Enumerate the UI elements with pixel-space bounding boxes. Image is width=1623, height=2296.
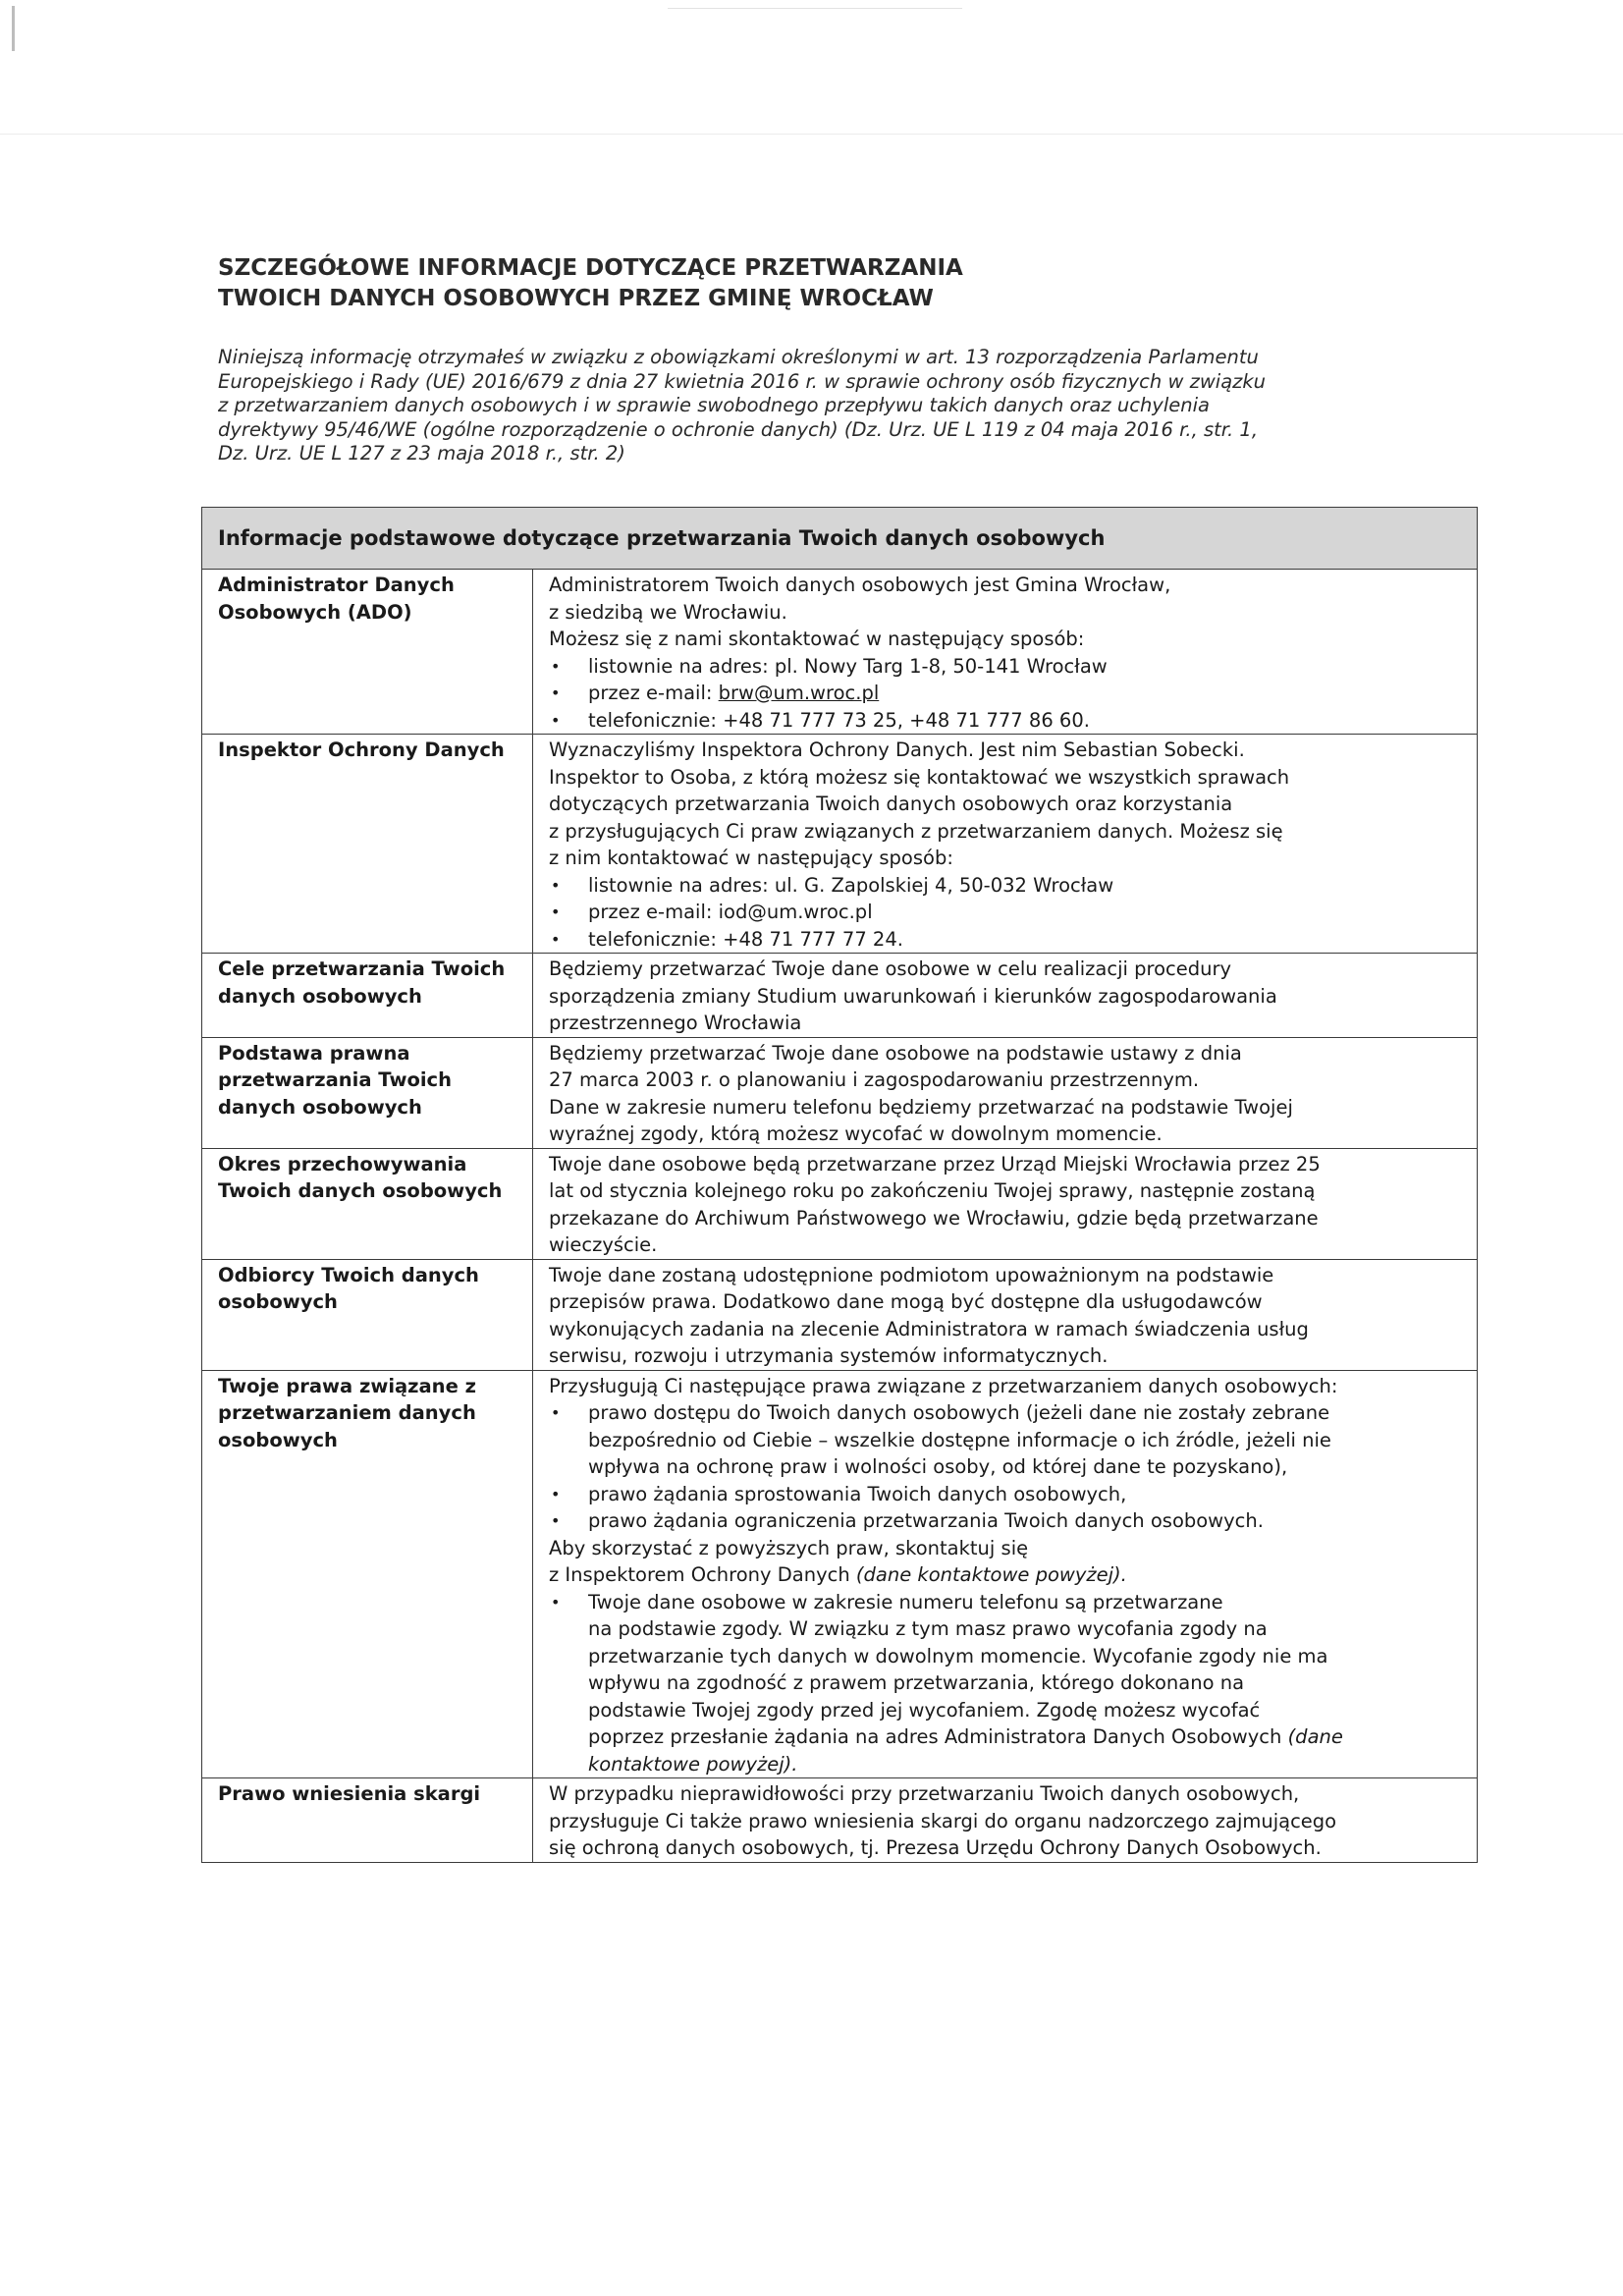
list-item (549, 1399, 1471, 1481)
row-label-okres: Okres przechowywania Twoich danych osobowych (202, 1148, 533, 1259)
row-label-ado: Administrator Danych Osobowych (ADO) (202, 570, 533, 735)
row-content-podstawa (533, 1037, 1478, 1148)
row-label-cele: Cele przetwarzania Twoich danych osobowych (202, 954, 533, 1038)
table-header: Informacje podstawowe dotyczące przetwarzania Twoich danych osobowych (202, 508, 1478, 570)
okres-text: wieczyście. (549, 1233, 658, 1256)
prawa-text (549, 1561, 1471, 1589)
scan-artifact-top (668, 8, 962, 9)
intro-paragraph (218, 346, 1455, 466)
row-label-skarga: Prawo wniesienia skargi (202, 1778, 533, 1863)
intro-line: Dz. Urz. UE L 127 z 23 maja 2018 r., str. 2) (218, 442, 625, 465)
intro-line: Niniejszą informację otrzymałeś w związku z obowiązkami określonymi w art. 13 rozporządzenia Parlamentu (218, 346, 1259, 368)
prawa-bullet-line: wpływa na ochronę praw i wolności osoby, od której dane te pozyskano), (588, 1455, 1288, 1478)
row-content-cele (533, 954, 1478, 1038)
prawa-text-italic: (dane kontaktowe powyżej). (855, 1563, 1127, 1586)
table-row-ado (202, 570, 1478, 735)
skarga-text: W przypadku nieprawidłowości przy przetwarzaniu Twoich danych osobowych, (549, 1782, 1300, 1805)
list-item: • telefonicznie: +48 71 777 73 25, +48 71 777 86 60. (549, 707, 1471, 735)
row-label-iod: Inspektor Ochrony Danych (202, 735, 533, 954)
iod-text: Wyznaczyliśmy Inspektora Ochrony Danych. Jest nim Sebastian Sobecki. (549, 738, 1245, 761)
list-item: • przez e-mail: iod@um.wroc.pl (549, 899, 1471, 926)
email-link[interactable]: brw@um.wroc.pl (718, 682, 880, 704)
table-row-okres (202, 1148, 1478, 1259)
ado-text: Możesz się z nami skontaktować w następujący sposób: (549, 628, 1085, 650)
row-content-okres (533, 1148, 1478, 1259)
ado-text: z siedzibą we Wrocławiu. (549, 600, 787, 624)
prawa-text: Aby skorzystać z powyższych praw, skontaktuj się (549, 1536, 1029, 1559)
ado-contact-list (549, 653, 1471, 735)
row-content-ado (533, 570, 1478, 735)
page-title (218, 253, 1445, 314)
table-row-odbiorcy (202, 1259, 1478, 1370)
table-row-prawa (202, 1370, 1478, 1778)
prawa-bullet-line: przetwarzanie tych danych w dowolnym momencie. Wycofanie zgody nie ma (588, 1644, 1328, 1667)
row-label-podstawa: Podstawa prawna przetwarzania Twoich danych osobowych (202, 1037, 533, 1148)
ado-text: Administratorem Twoich danych osobowych jest Gmina Wrocław, (549, 574, 1171, 596)
list-item: • listownie na adres: ul. G. Zapolskiej 4, 50-032 Wrocław (549, 872, 1471, 900)
intro-line: z przetwarzaniem danych osobowych i w sprawie swobodnego przepływu takich danych oraz uchylenia (218, 394, 1210, 416)
prawa-bullet-italic: (dane (1287, 1725, 1343, 1748)
skarga-text: się ochroną danych osobowych, tj. Prezesa Urzędu Ochrony Danych Osobowych. (549, 1836, 1322, 1859)
okres-text: przekazane do Archiwum Państwowego we Wrocławiu, gdzie będą przetwarzane (549, 1206, 1319, 1230)
info-table (201, 507, 1478, 1863)
iod-text: dotyczących przetwarzania Twoich danych osobowych oraz korzystania (549, 793, 1233, 815)
podstawa-text: 27 marca 2003 r. o planowaniu i zagospodarowaniu przestrzennym. (549, 1068, 1200, 1091)
podstawa-text: wyraźnej zgody, którą możesz wycofać w dowolnym momencie. (549, 1122, 1163, 1145)
scan-artifact-line (0, 134, 1623, 135)
table-row-podstawa (202, 1037, 1478, 1148)
intro-line: Europejskiego i Rady (UE) 2016/679 z dnia 27 kwietnia 2016 r. w sprawie ochrony osób fizycznych w związku (218, 369, 1267, 393)
prawa-consent-list (549, 1589, 1471, 1778)
prawa-bullet-line: • prawo dostępu do Twoich danych osobowych (jeżeli dane nie zostały zebrane (588, 1401, 1330, 1424)
list-item (549, 680, 1471, 707)
podstawa-text: Dane w zakresie numeru telefonu będziemy przetwarzać na podstawie Twojej (549, 1095, 1293, 1119)
cele-text: sporządzenia zmiany Studium uwarunkowań i kierunków zagospodarowania (549, 984, 1277, 1008)
title-line-2: TWOICH DANYCH OSOBOWYCH PRZEZ GMINĘ WROCŁAW (218, 286, 934, 311)
okres-text: Twoje dane osobowe będą przetwarzane przez Urząd Miejski Wrocławia przez 25 (549, 1152, 1321, 1175)
odbiorcy-text: serwisu, rozwoju i utrzymania systemów informatycznych. (549, 1344, 1109, 1367)
prawa-bullet-plain: poprzez przesłanie żądania na adres Administratora Danych Osobowych (588, 1725, 1288, 1748)
prawa-bullet-line: bezpośrednio od Ciebie – wszelkie dostępne informacje o ich źródle, jeżeli nie (588, 1428, 1331, 1451)
prawa-bullet-line: wpływu na zgodność z prawem przetwarzania, którego dokonano na (588, 1671, 1245, 1694)
odbiorcy-text: przepisów prawa. Dodatkowo dane mogą być dostępne dla usługodawców (549, 1290, 1263, 1313)
prawa-text: Przysługują Ci następujące prawa związane z przetwarzaniem danych osobowych: (549, 1374, 1338, 1397)
row-content-prawa (533, 1370, 1478, 1778)
scan-artifact (12, 6, 15, 51)
iod-text: z nim kontaktować w następujący sposób: (549, 847, 953, 869)
table-row-skarga (202, 1778, 1478, 1863)
row-label-odbiorcy: Odbiorcy Twoich danych osobowych (202, 1259, 533, 1370)
okres-text: lat od stycznia kolejnego roku po zakończeniu Twojej sprawy, następnie zostaną (549, 1179, 1316, 1202)
email-label: przez e-mail: (588, 682, 719, 704)
table-row-iod (202, 735, 1478, 954)
podstawa-text: Będziemy przetwarzać Twoje dane osobowe na podstawie ustawy z dnia (549, 1041, 1242, 1065)
row-content-iod (533, 735, 1478, 954)
iod-contact-list (549, 872, 1471, 954)
list-item (549, 1589, 1471, 1778)
odbiorcy-text: Twoje dane zostaną udostępnione podmiotom upoważnionym na podstawie (549, 1263, 1274, 1286)
iod-text: z przysługujących Ci praw związanych z przetwarzaniem danych. Możesz się (549, 819, 1283, 843)
table-row-cele (202, 954, 1478, 1038)
row-content-skarga (533, 1778, 1478, 1863)
skarga-text: przysługuje Ci także prawo wniesienia skargi do organu nadzorczego zajmującego (549, 1809, 1337, 1832)
list-item: • prawo żądania sprostowania Twoich danych osobowych, (549, 1481, 1471, 1508)
cele-text: przestrzennego Wrocławia (549, 1011, 802, 1034)
row-label-prawa: Twoje prawa związane z przetwarzaniem danych osobowych (202, 1370, 533, 1778)
prawa-bullet-line (588, 1723, 1471, 1751)
prawa-list (549, 1399, 1471, 1535)
row-content-odbiorcy (533, 1259, 1478, 1370)
list-item: • listownie na adres: pl. Nowy Targ 1-8, 50-141 Wrocław (549, 653, 1471, 681)
prawa-bullet-line: podstawie Twojej zgody przed jej wycofaniem. Zgodę możesz wycofać (588, 1698, 1261, 1722)
prawa-bullet-line: • Twoje dane osobowe w zakresie numeru telefonu są przetwarzane (588, 1590, 1223, 1613)
cele-text: Będziemy przetwarzać Twoje dane osobowe w celu realizacji procedury (549, 957, 1232, 980)
intro-line: dyrektywy 95/46/WE (ogólne rozporządzenie o ochronie danych) (Dz. Urz. UE L 119 z 04 maja 2016 r., str. 1, (218, 417, 1259, 441)
list-item: • prawo żądania ograniczenia przetwarzania Twoich danych osobowych. (549, 1507, 1471, 1535)
list-item: • telefonicznie: +48 71 777 77 24. (549, 926, 1471, 954)
iod-text: Inspektor to Osoba, z którą możesz się kontaktować we wszystkich sprawach (549, 765, 1290, 789)
prawa-bullet-line: na podstawie zgody. W związku z tym masz prawo wycofania zgody na (588, 1617, 1268, 1640)
prawa-text-plain: z Inspektorem Ochrony Danych (549, 1563, 856, 1586)
prawa-bullet-italic: kontaktowe powyżej). (588, 1752, 798, 1776)
odbiorcy-text: wykonujących zadania na zlecenie Administratora w ramach świadczenia usług (549, 1317, 1309, 1340)
title-line-1: SZCZEGÓŁOWE INFORMACJE DOTYCZĄCE PRZETWARZANIA (218, 255, 963, 281)
